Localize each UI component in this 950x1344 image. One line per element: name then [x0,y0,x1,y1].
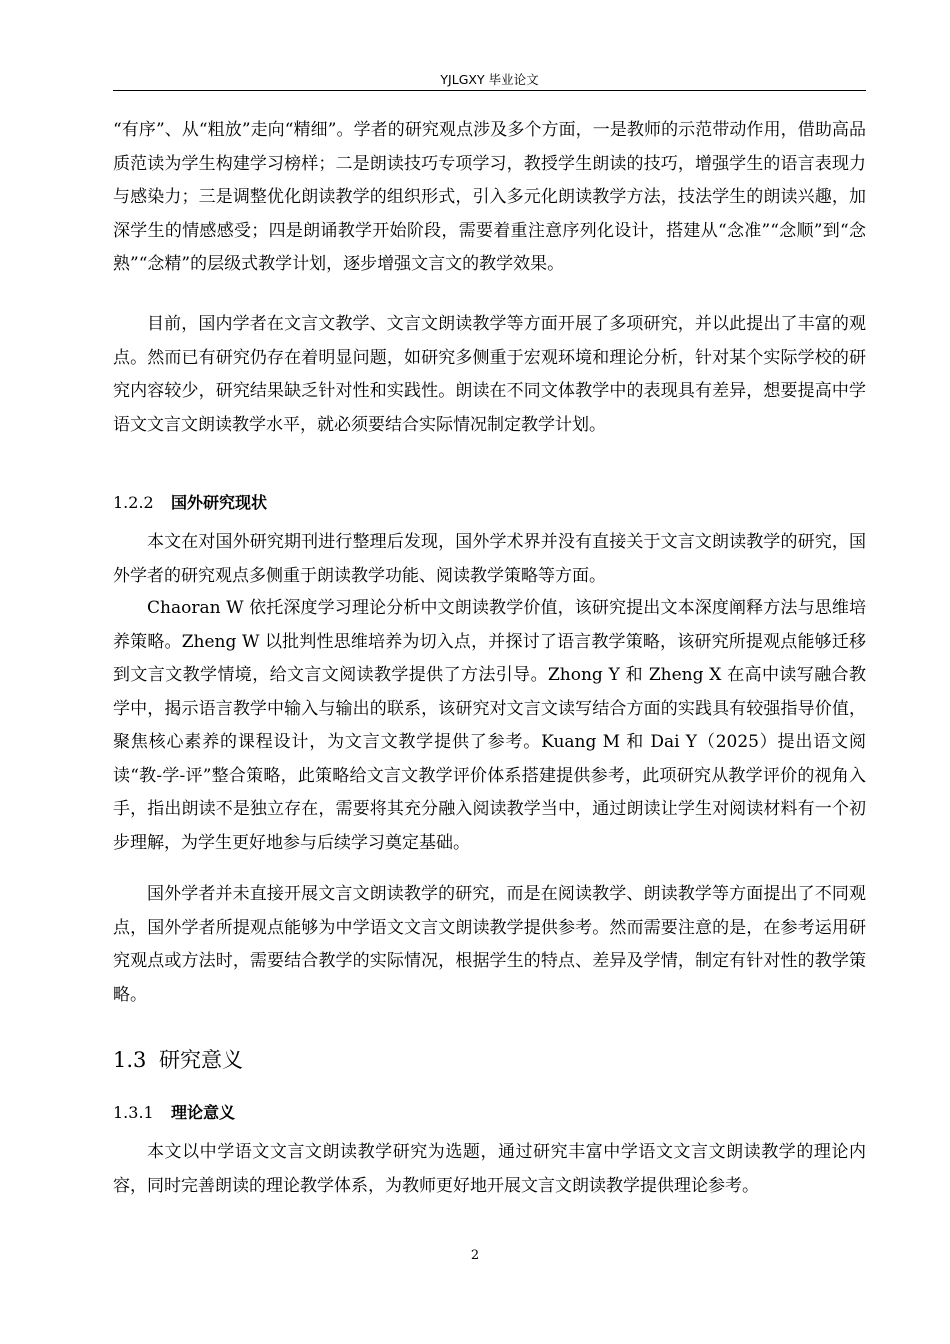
header-rule [113,90,866,91]
heading-1-3-1 [113,1100,235,1123]
paragraph-foreign-summary: 国外学者并未直接开展文言文朗读教学的研究，而是在阅读教学、朗读教学等方面提出了不同观点，国外学者所提观点能够为中学语文文言文朗读教学提供参考。然而需要注意的是，在参考运用研究观点或方法时，需要结合教学的实际情况，根据学生的特点、差异及学情，制定有针对性的教学策略。 [113,884,866,1005]
heading-1-3 [113,1044,243,1074]
heading-title: 研究意义 [159,1048,243,1072]
paragraph-continued: “有序”、从“粗放”走向“精细”。学者的研究观点涉及多个方面，一是教师的示范带动作用，借助高品质范读为学生构建学习榜样；二是朗读技巧专项学习，教授学生朗读的技巧，增强学生的语言表现力与感染力；三是调整优化朗读教学的组织形式，引入多元化朗读教学方法，技法学生的朗读兴趣，加深学生的情感感受；四是朗诵教学开始阶段，需要着重注意序列化设计，搭建从“念准”“念顺”到“念熟”“念精”的层级式教学计划，逐步增强文言文的教学效果。 [113,120,866,274]
page-header: YJLGXY 毕业论文 [440,72,539,87]
paragraph-foreign-intro: 本文在对国外研究期刊进行整理后发现，国外学术界并没有直接关于文言文朗读教学的研究，国外学者的研究观点多侧重于朗读教学功能、阅读教学策略等方面。 [113,532,866,586]
page-number: 2 [470,1248,480,1263]
paragraph-domestic-summary: 目前，国内学者在文言文教学、文言文朗读教学等方面开展了多项研究，并以此提出了丰富的观点。然而已有研究仍存在着明显问题，如研究多侧重于宏观环境和理论分析，针对某个实际学校的研究内容较少，研究结果缺乏针对性和实践性。朗读在不同文体教学中的表现具有差异，想要提高中学语文文言文朗读教学水平，就必须要结合实际情况制定教学计划。 [113,314,866,435]
paragraph-foreign-studies: Chaoran W 依托深度学习理论分析中文朗读教学价值，该研究提出文本深度阐释方法与思维培养策略。Zheng W 以批判性思维培养为切入点，并探讨了语言教学策略，该研究所提观点能够迁移到文言文教学情境，给文言文阅读教学提供了方法引导。Zhong Y 和 Zheng X 在高中读写融合教学中，揭示语言教学中输入与输出的联系，该研究对文言文读写结合方面的实践具有较强指导价值，聚焦核心素养的课程设计，为文言文教学提供了参考。Kuang M 和 Dai Y（2025）提出语文阅读“教-学-评”整合策略，此策略给文言文教学评价体系搭建提供参考，此项研究从教学评价的视角入手，指出朗读不是独立存在，需要将其充分融入阅读教学当中，通过朗读让学生对阅读材料有一个初步理解，为学生更好地参与后续学习奠定基础。 [113,598,866,853]
paragraph-theoretical-significance: 本文以中学语文文言文朗读教学研究为选题，通过研究丰富中学语文文言文朗读教学的理论内容，同时完善朗读的理论教学体系，为教师更好地开展文言文朗读教学提供理论参考。 [113,1142,866,1196]
heading-number: 1.2.2 [113,493,154,512]
heading-1-2-2 [113,490,267,513]
heading-title: 国外研究现状 [171,493,268,512]
heading-number: 1.3.1 [113,1103,154,1122]
heading-number: 1.3 [113,1048,147,1072]
heading-title: 理论意义 [171,1103,236,1122]
